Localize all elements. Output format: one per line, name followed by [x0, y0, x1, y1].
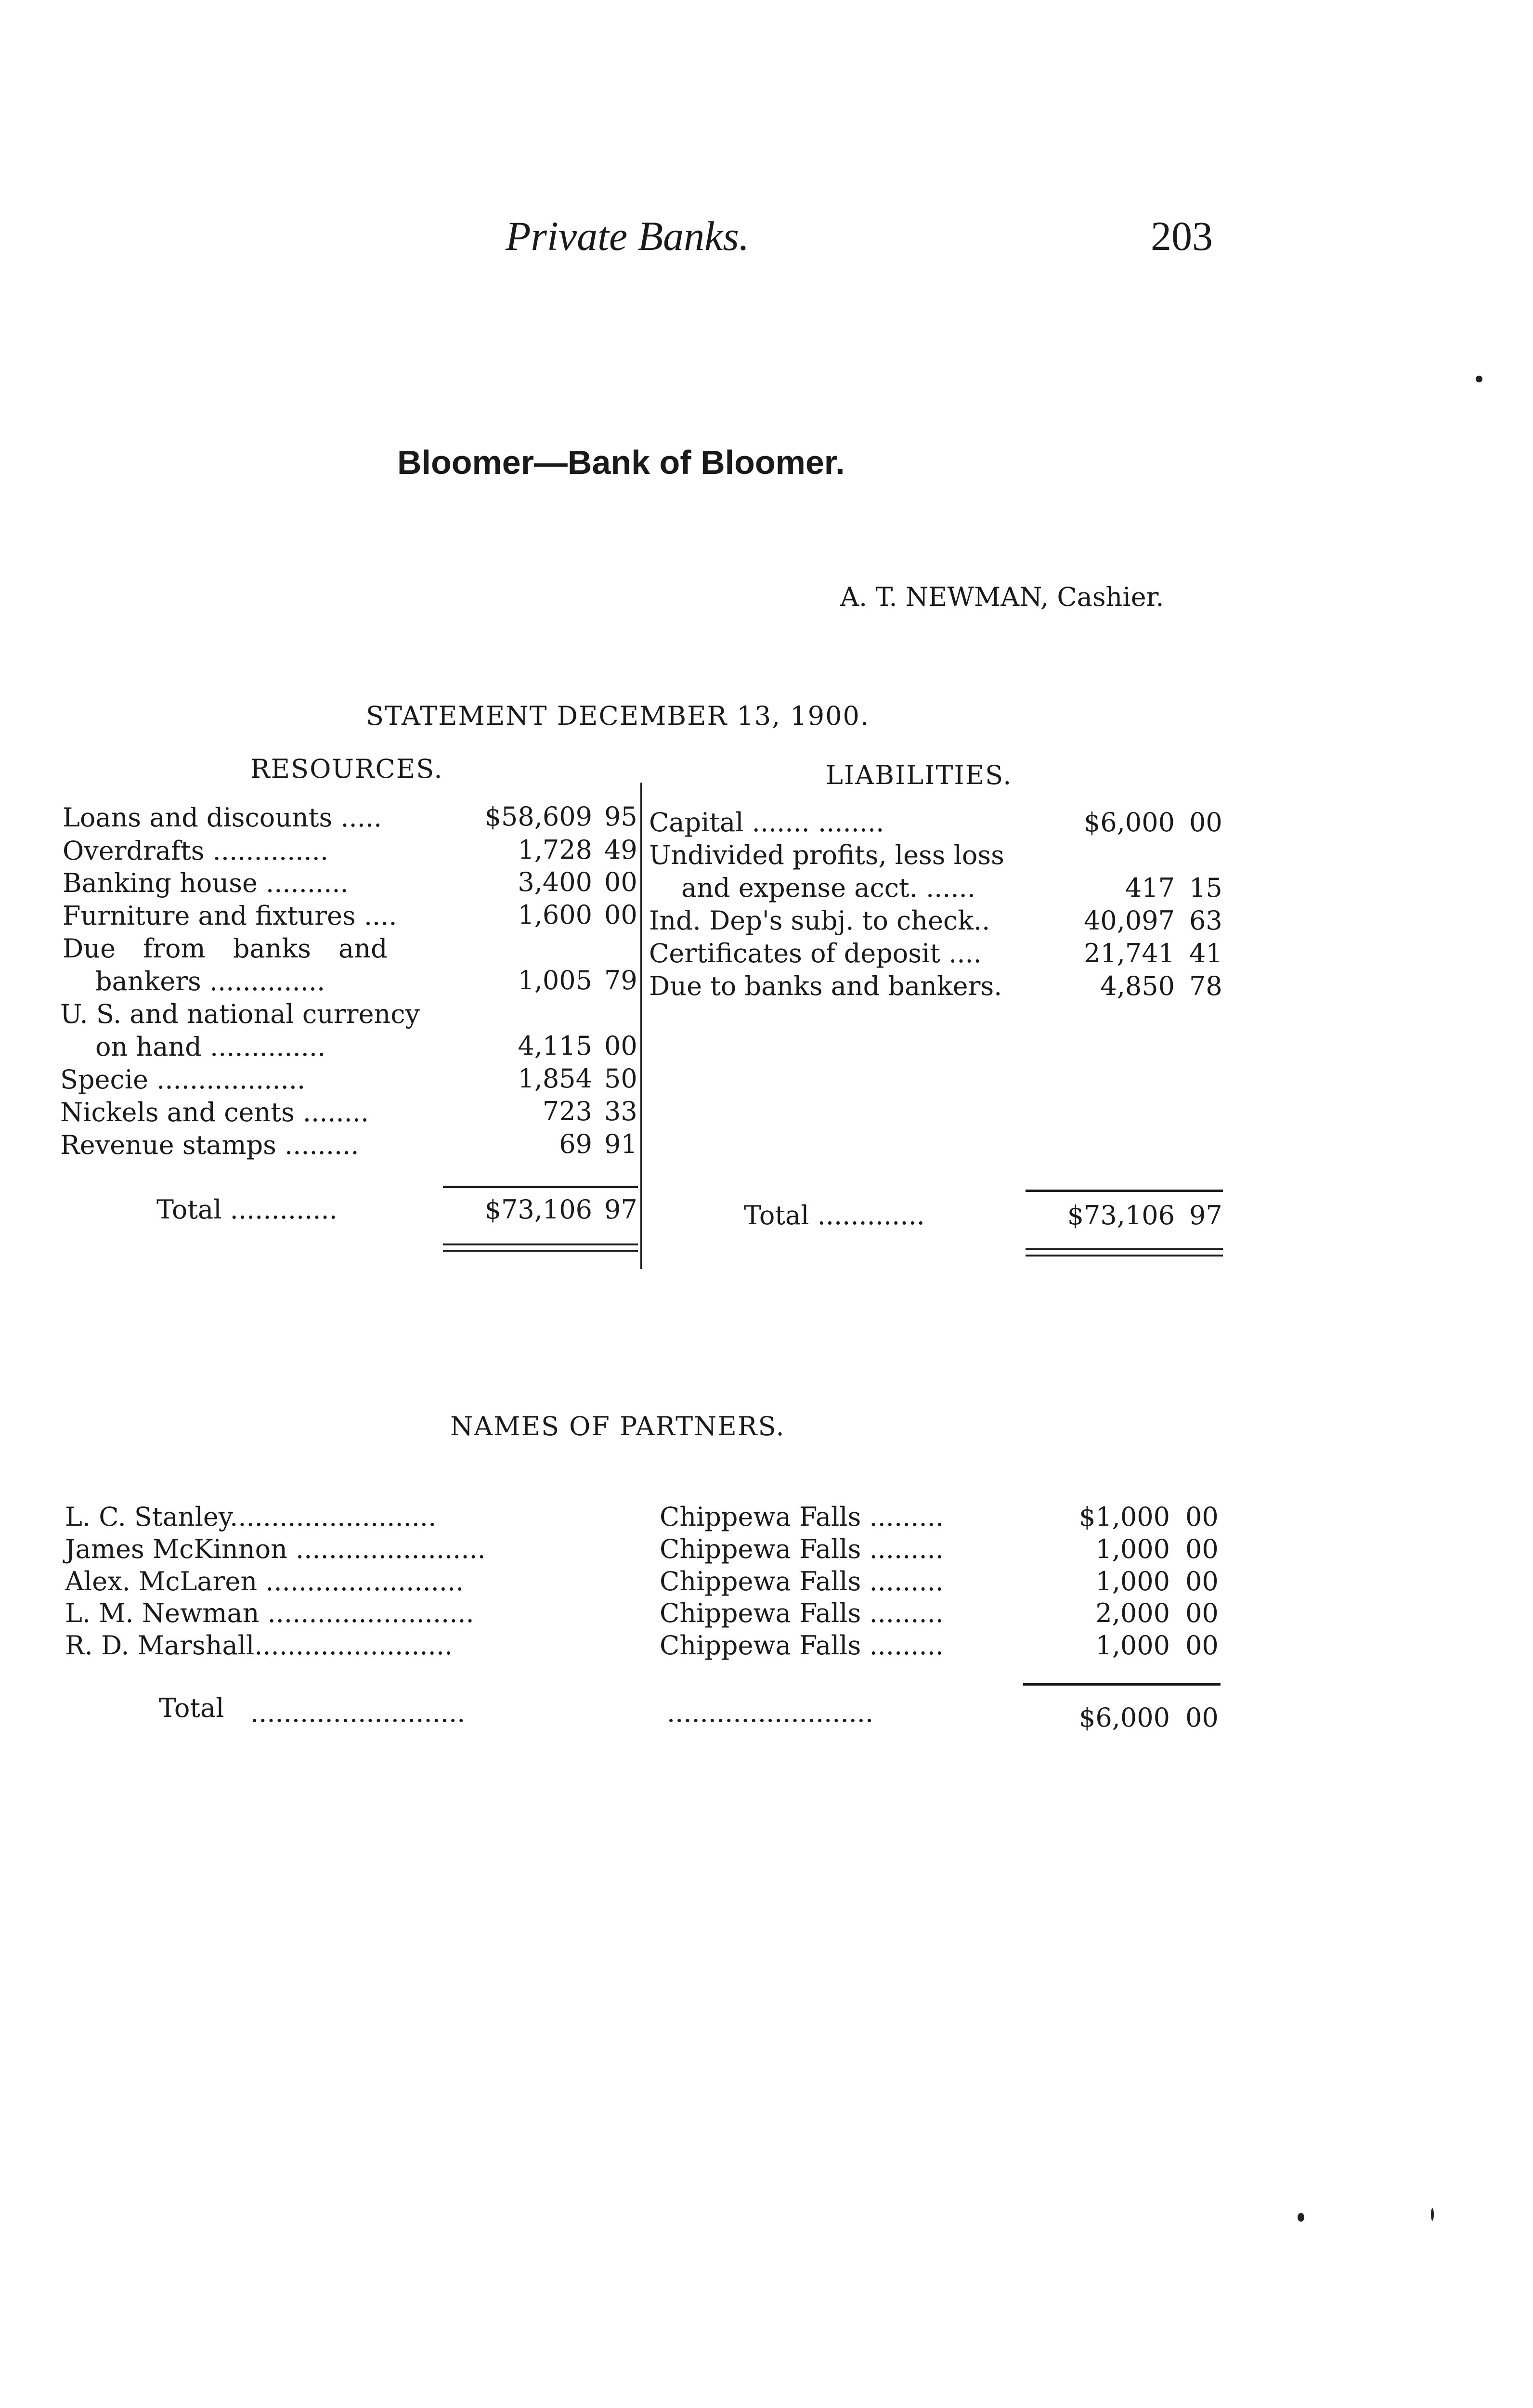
resources-total-dollars: $73,106 [484, 1194, 592, 1225]
running-title: Private Banks. [506, 213, 750, 259]
partner-dollars: $1,000 [1079, 1502, 1170, 1532]
partners-total-dollars: $6,000 [1079, 1702, 1170, 1733]
resource-cents: 00 [604, 1031, 637, 1061]
partner-city: Chippewa Falls ......... [660, 1598, 944, 1628]
liability-dollars: 40,097 [1084, 905, 1175, 936]
resource-dollars: 723 [542, 1096, 592, 1126]
partner-dollars: 1,000 [1095, 1630, 1170, 1661]
resource-cents: 00 [604, 900, 637, 930]
partner-name: R. D. Marshall........................ [65, 1630, 453, 1661]
resource-dollars: 3,400 [518, 867, 592, 897]
resource-row [63, 932, 645, 965]
partner-city: Chippewa Falls ......... [660, 1534, 944, 1564]
resource-label: Nickels and cents ........ [60, 1097, 369, 1127]
resources-heading: RESOURCES. [250, 754, 443, 784]
resource-label: bankers .............. [95, 966, 325, 996]
partners-total-rule [1023, 1683, 1221, 1686]
resources-total-cents: 97 [604, 1194, 637, 1225]
partner-city: Chippewa Falls ......... [660, 1566, 944, 1597]
resources-total-label: Total ............. [156, 1194, 338, 1225]
ink-speck [1298, 2213, 1304, 2222]
partner-name: James McKinnon ....................... [65, 1534, 486, 1564]
liability-cents: 41 [1189, 938, 1222, 968]
liability-dollars: $6,000 [1084, 807, 1175, 838]
resources-total-double-rule [443, 1243, 638, 1252]
partners-total-leader: .......................... [250, 1698, 466, 1728]
partner-cents: 00 [1185, 1566, 1219, 1597]
resource-label: Due from banks and [63, 933, 388, 964]
liability-dollars: 21,741 [1084, 938, 1175, 968]
resource-cents: 50 [604, 1063, 637, 1094]
liability-label: Due to banks and bankers. [649, 971, 1002, 1001]
resource-label: Specie .................. [60, 1064, 306, 1095]
liabilities-heading: LIABILITIES. [826, 760, 1013, 790]
partners-total-cents: 00 [1185, 1702, 1219, 1733]
liability-cents: 78 [1189, 971, 1222, 1001]
liability-label: and expense acct. ...... [681, 873, 975, 903]
liability-dollars: 4,850 [1100, 971, 1175, 1001]
partner-name: Alex. McLaren ........................ [65, 1566, 464, 1597]
partner-city: Chippewa Falls ......... [660, 1502, 944, 1532]
partner-cents: 00 [1185, 1534, 1219, 1564]
resource-dollars: 1,854 [518, 1063, 592, 1094]
partners-total-leader: ......................... [667, 1698, 874, 1728]
resource-dollars: 1,005 [518, 965, 592, 995]
resource-label: Loans and discounts ..... [63, 802, 382, 833]
partner-dollars: 1,000 [1095, 1566, 1170, 1597]
liability-label: Ind. Dep's subj. to check.. [649, 905, 990, 936]
liability-label: Capital ....... ........ [649, 807, 884, 838]
liabilities-total-label: Total ............. [744, 1200, 925, 1230]
partner-cents: 00 [1185, 1502, 1219, 1532]
resource-cents: 00 [604, 867, 637, 897]
liabilities-total-dollars: $73,106 [1067, 1200, 1175, 1230]
partner-cents: 00 [1185, 1630, 1219, 1661]
partner-dollars: 1,000 [1095, 1534, 1170, 1564]
partners-heading: NAMES OF PARTNERS. [450, 1411, 785, 1441]
resource-cents: 49 [604, 835, 637, 865]
resource-dollars: 1,600 [518, 900, 592, 930]
cashier-line: A. T. NEWMAN, Cashier. [840, 582, 1164, 612]
column-divider [640, 783, 642, 1269]
partners-total-label: Total [159, 1693, 224, 1723]
bank-title: Bloomer—Bank of Bloomer. [397, 444, 845, 481]
resource-cents: 95 [604, 801, 637, 832]
partner-name: L. M. Newman ......................... [65, 1598, 474, 1628]
resource-dollars: 1,728 [518, 835, 592, 865]
resource-dollars: 69 [559, 1129, 592, 1159]
partner-dollars: 2,000 [1095, 1598, 1170, 1628]
resource-cents: 91 [604, 1129, 637, 1159]
liability-cents: 15 [1189, 873, 1222, 903]
resource-label: Overdrafts .............. [63, 836, 328, 866]
liabilities-total-double-rule [1026, 1248, 1223, 1256]
liability-label: Undivided profits, less loss [649, 840, 1004, 870]
resource-label: U. S. and national currency [60, 999, 420, 1029]
ink-speck [1431, 2208, 1434, 2221]
liabilities-total-rule [1026, 1190, 1223, 1192]
liability-cents: 00 [1189, 807, 1222, 838]
resource-row [60, 998, 643, 1031]
resource-label: on hand .............. [95, 1032, 326, 1062]
resource-label: Banking house .......... [63, 868, 349, 898]
ink-speck [1476, 376, 1482, 382]
liabilities-total-cents: 97 [1189, 1200, 1222, 1230]
liability-label: Certificates of deposit .... [649, 938, 982, 968]
resource-dollars: 4,115 [518, 1031, 592, 1061]
partner-city: Chippewa Falls ......... [660, 1630, 944, 1661]
resource-dollars: $58,609 [484, 801, 592, 832]
resource-label: Furniture and fixtures .... [63, 901, 397, 931]
liability-cents: 63 [1189, 905, 1222, 936]
partner-cents: 00 [1185, 1598, 1219, 1628]
resource-label: Revenue stamps ......... [60, 1130, 359, 1160]
statement-heading: STATEMENT DECEMBER 13, 1900. [366, 701, 870, 731]
resource-cents: 33 [604, 1096, 637, 1126]
page-number: 203 [1151, 213, 1213, 259]
liability-dollars: 417 [1125, 873, 1175, 903]
partner-name: L. C. Stanley......................... [65, 1502, 437, 1532]
resource-cents: 79 [604, 965, 637, 995]
resources-total-rule [443, 1186, 638, 1188]
